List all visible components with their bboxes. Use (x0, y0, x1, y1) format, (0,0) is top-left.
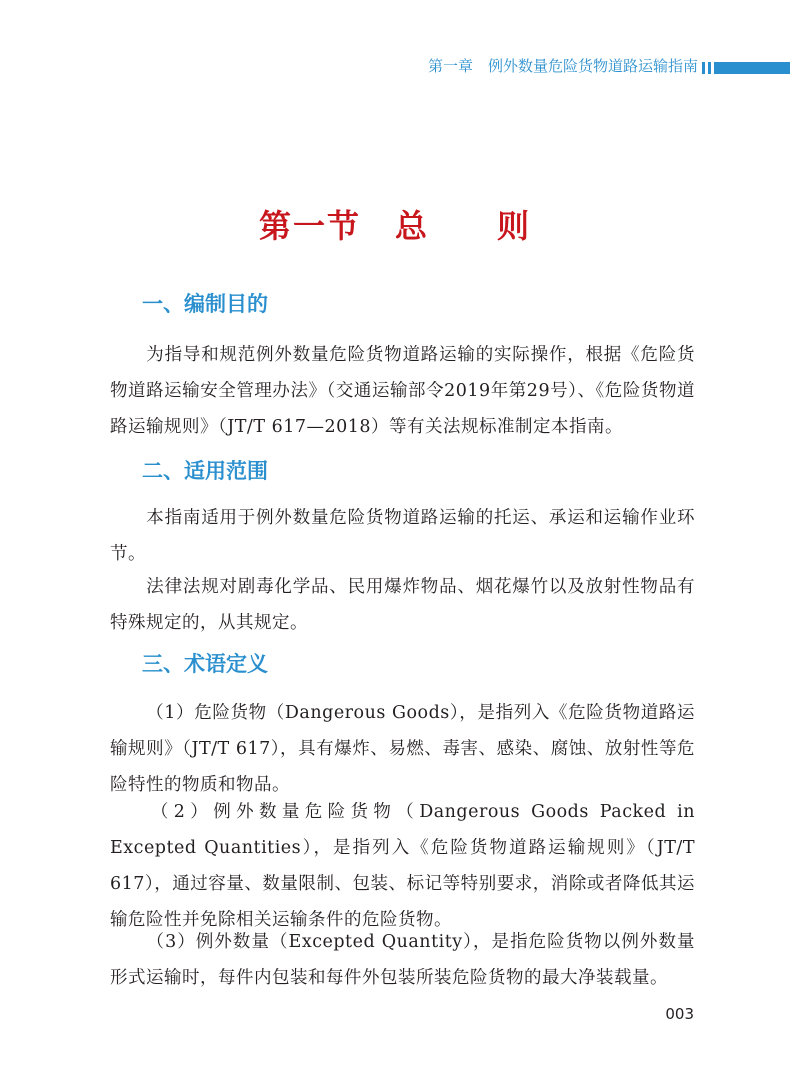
heading-purpose: 一、编制目的 (142, 292, 268, 316)
section-title-word-1: 总 (394, 207, 429, 245)
section-title (0, 206, 790, 246)
heading-scope: 二、适用范围 (142, 459, 268, 483)
running-head-bar-1 (702, 62, 705, 74)
paragraph-purpose-text: 为指导和规范例外数量危险货物道路运输的实际操作，根据《危险货物道路运输安全管理办法》（交通运输部令2019年第29号）、《危险货物道路运输规则》（JT/T 617—2018）等有关法规标准制定本指南。 (110, 345, 695, 437)
paragraph-scope-1 (110, 500, 695, 572)
paragraph-scope-2-text: 法律法规对剧毒化学品、民用爆炸物品、烟花爆竹以及放射性物品有特殊规定的，从其规定。 (110, 577, 695, 633)
paragraph-scope-2 (110, 569, 695, 641)
paragraph-purpose (110, 337, 695, 445)
page-number: 003 (665, 1005, 694, 1023)
running-head-title: 第一章 例外数量危险货物道路运输指南 (427, 57, 698, 75)
definition-excepted-quantity-text: （3）例外数量（Excepted Quantity），是指危险货物以例外数量形式运输时，每件内包装和每件外包装所装危险货物的最大净装载量。 (110, 932, 695, 988)
running-head (0, 56, 790, 76)
definition-excepted-quantity (110, 924, 695, 996)
definition-dangerous-goods-text: （1）危险货物（Dangerous Goods），是指列入《危险货物道路运输规则》（JT/T 617），具有爆炸、易燃、毒害、感染、腐蚀、放射性等危险特性的物质和物品。 (110, 703, 695, 795)
section-title-number: 第一节 (258, 207, 361, 245)
definition-excepted-goods-text: （2）例外数量危险货物（Dangerous Goods Packed in Excepted Quantities），是指列入《危险货物道路运输规则》（JT/T 617），通过容量、数量限制、包装、标记等特别要求，消除或者降低其运输危险性并免除相关运输条件的危险货物。 (110, 802, 695, 930)
running-head-bar-2 (708, 62, 711, 74)
running-head-bar-3 (714, 62, 790, 74)
paragraph-scope-1-text: 本指南适用于例外数量危险货物道路运输的托运、承运和运输作业环节。 (110, 508, 695, 564)
definition-dangerous-goods (110, 695, 695, 803)
definition-excepted-goods (110, 794, 695, 938)
section-title-word-2: 则 (497, 207, 532, 245)
heading-definitions: 三、术语定义 (142, 652, 268, 676)
